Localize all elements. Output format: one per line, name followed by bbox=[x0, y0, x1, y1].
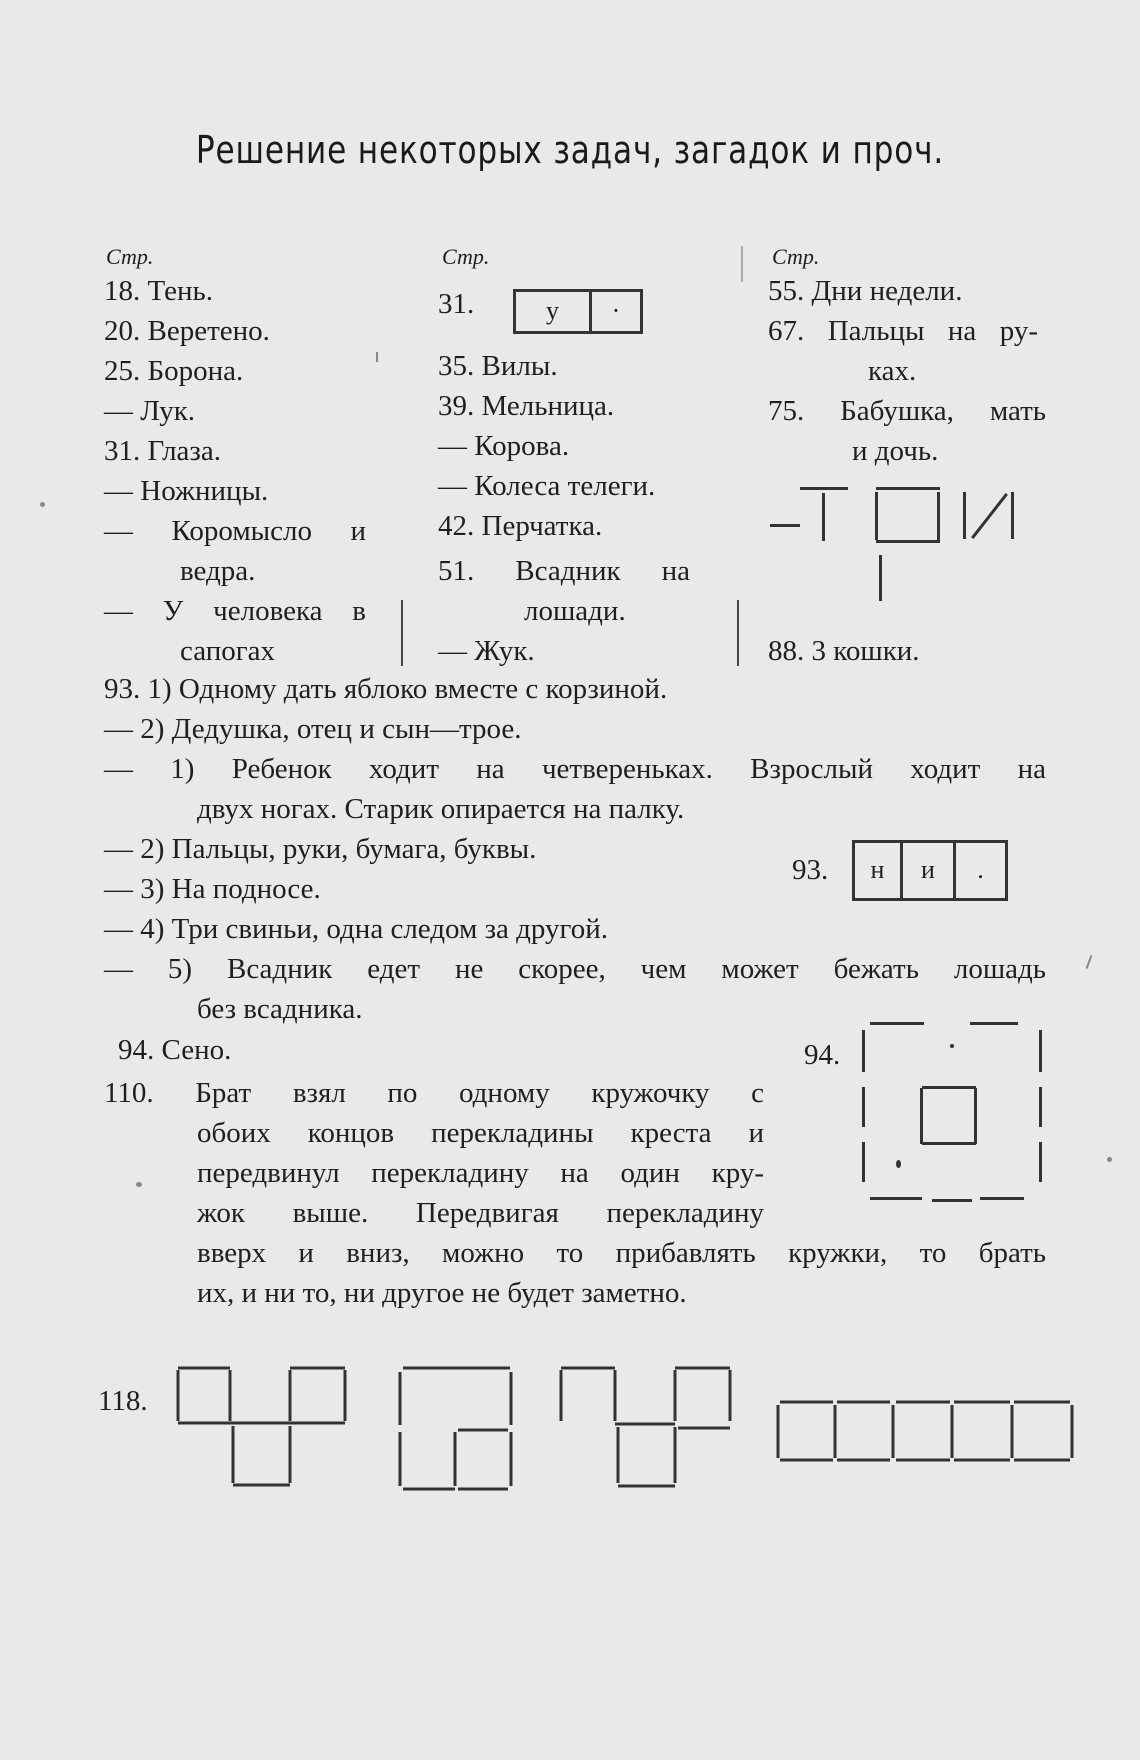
answer-line: 35. Вилы. bbox=[438, 350, 558, 382]
scan-speck bbox=[136, 1182, 142, 1187]
answer-line: 31. Глаза. bbox=[104, 435, 222, 467]
answer-line: — 2) Пальцы, руки, бумага, буквы. bbox=[104, 833, 537, 865]
answer-line: — Ножницы. bbox=[104, 475, 269, 507]
answer-line: вверх и вниз, можно то прибавлять кружки, то брать bbox=[197, 1237, 1046, 1269]
answer-line: 42. Перчатка. bbox=[438, 510, 603, 542]
figure-label: 94. bbox=[804, 1039, 841, 1071]
answer-line: обоих концов перекладины креста и bbox=[197, 1117, 764, 1149]
answer-line: 75. Бабушка, мать bbox=[768, 395, 1046, 427]
scan-speck bbox=[1107, 1157, 1112, 1162]
answer-line: — 4) Три свиньи, одна следом за другой. bbox=[104, 913, 608, 945]
answer-line: 93. 1) Одному дать яблоко вместе с корзиной. bbox=[104, 673, 668, 705]
answer-line: лошади. bbox=[524, 595, 626, 627]
answer-line: 20. Веретено. bbox=[104, 315, 270, 347]
answer-line: 31. bbox=[438, 288, 475, 320]
answer-line: — Колеса телеги. bbox=[438, 470, 656, 502]
figure-letter: и bbox=[921, 855, 935, 884]
column-label-1: Стр. bbox=[106, 244, 154, 269]
scan-speck bbox=[376, 352, 378, 362]
answer-line: жок выше. Передвигая перекладину bbox=[197, 1197, 764, 1229]
answer-line: — Коромысло и bbox=[104, 515, 366, 547]
answer-line: и дочь. bbox=[852, 435, 939, 467]
answer-line: 94. Сено. bbox=[118, 1034, 232, 1066]
figure-letter: · bbox=[611, 296, 621, 325]
answer-line: — Корова. bbox=[438, 430, 570, 462]
answer-line: их, и ни то, ни другое не будет заметно. bbox=[197, 1277, 687, 1309]
page-title: Решение некоторых задач, загадок и проч. bbox=[195, 128, 945, 172]
answer-line: ках. bbox=[868, 355, 917, 387]
figure-letter: н bbox=[870, 855, 885, 884]
answer-line: — Жук. bbox=[438, 635, 535, 667]
answer-line: 25. Борона. bbox=[104, 355, 244, 387]
answer-line: — 5) Всадник едет не скорее, чем может бежать лошадь bbox=[104, 953, 1046, 985]
answer-line: 39. Мельница. bbox=[438, 390, 615, 422]
column-label-2: Стр. bbox=[442, 244, 490, 269]
answer-line: — Лук. bbox=[104, 395, 196, 427]
answer-line: — У человека в bbox=[104, 595, 366, 627]
figure-letter: у bbox=[546, 296, 559, 325]
answer-line: 67. Пальцы на ру- bbox=[768, 315, 1038, 347]
answer-line: 88. 3 кошки. bbox=[768, 635, 920, 667]
answer-line: 110. Брат взял по одному кружочку с bbox=[104, 1077, 764, 1109]
answer-line: — 3) На подносе. bbox=[104, 873, 321, 905]
answer-line: ведра. bbox=[180, 555, 256, 587]
answer-line: двух ногах. Старик опирается на палку. bbox=[197, 793, 685, 825]
answer-line: 55. Дни недели. bbox=[768, 275, 963, 307]
answer-line: 18. Тень. bbox=[104, 275, 213, 307]
answer-line: 51. Всадник на bbox=[438, 555, 690, 587]
column-label-3: Стр. bbox=[772, 244, 820, 269]
figure-label: 118. bbox=[98, 1385, 148, 1417]
answer-line: без всадника. bbox=[197, 993, 363, 1025]
answer-line: сапогах bbox=[180, 635, 276, 667]
answer-line: — 2) Дедушка, отец и сын—трое. bbox=[104, 713, 522, 745]
answer-line: — 1) Ребенок ходит на четвереньках. Взрослый ходит на bbox=[104, 753, 1046, 785]
figure-label: 93. bbox=[792, 854, 829, 886]
scan-speck bbox=[40, 502, 45, 507]
figure-letter: . bbox=[977, 855, 984, 884]
answer-line: передвинул перекладину на один кру- bbox=[197, 1157, 764, 1189]
